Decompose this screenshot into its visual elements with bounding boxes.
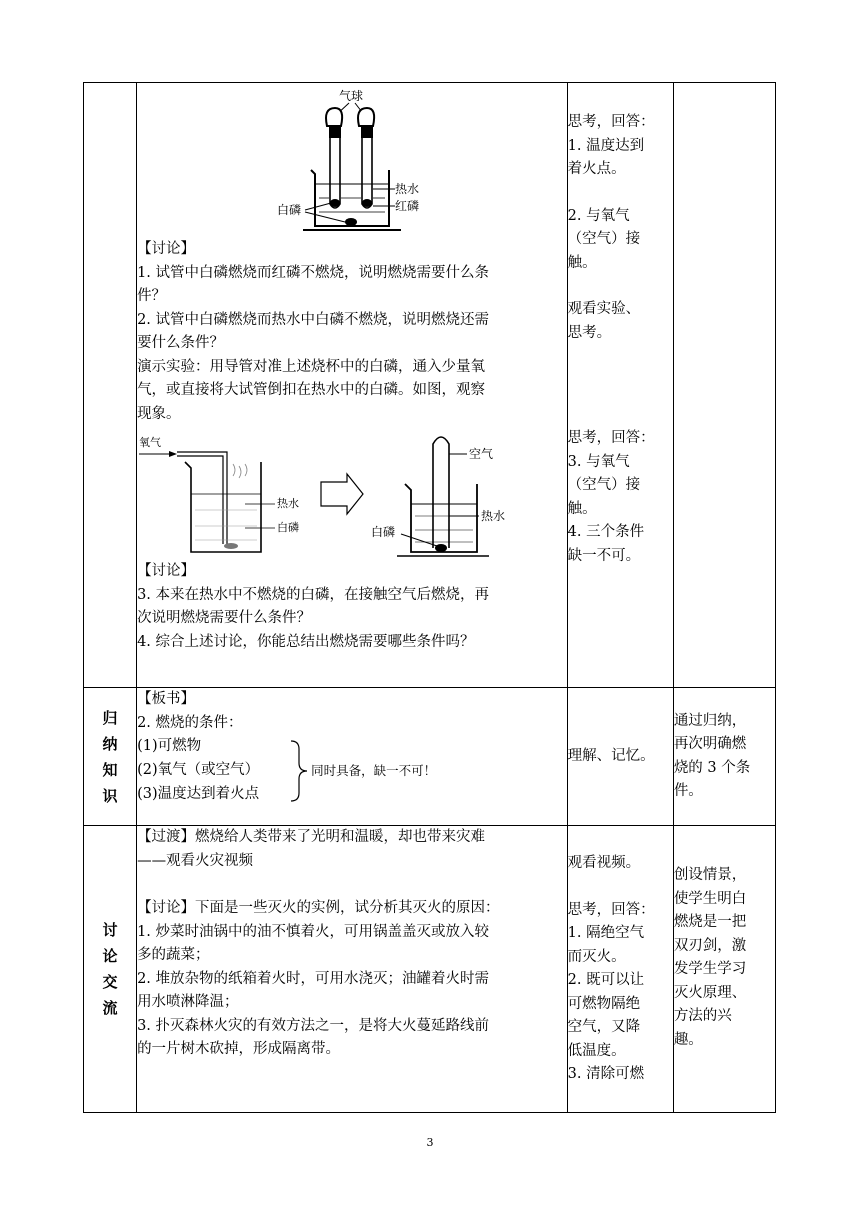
right-arrow-icon (321, 474, 363, 514)
question-4: 4. 综合上述讨论，你能总结出燃烧需要哪些条件吗？ (137, 633, 475, 650)
student-activity-cell (567, 688, 673, 826)
student-line: 低温度。 (567, 1042, 626, 1059)
intent-line: 灭火原理、 (673, 984, 747, 1001)
condition-2: (2)氧气（或空气） (137, 762, 260, 778)
white-phosphorus-label-2: 白磷 (277, 521, 300, 534)
stage-cell-empty (84, 83, 137, 688)
student-answer: 3. 与氧气 (567, 453, 630, 470)
white-phosphorus-label: 白磷 (277, 203, 302, 217)
lesson-table (83, 82, 776, 1113)
student-answer: 触。 (567, 254, 597, 271)
row-discussion (84, 826, 776, 1113)
student-activity-cell (567, 83, 673, 688)
board-notes-cell (137, 688, 568, 826)
student-answer: （空气）接 (567, 477, 641, 493)
demo-line1: 演示实验：用导管对准上述烧杯中的白磷，通入少量氧 (137, 358, 486, 375)
question-3-line2: 次说明燃烧需要什么条件？ (137, 610, 312, 626)
example-2-line2: 用水喷淋降温； (137, 994, 239, 1010)
question-2-line2: 要什么条件？ (137, 335, 225, 351)
intent-line: 趣。 (673, 1031, 703, 1048)
student-answer: 缺一不可。 (567, 547, 641, 564)
question-2-line1: 2. 试管中白磷燃烧而热水中白磷不燃烧，说明燃烧还需 (137, 311, 490, 328)
student-summary: 理解、记忆。 (567, 747, 655, 764)
student-answer: 思考，回答： (567, 430, 655, 446)
student-line: 而灭火。 (567, 948, 626, 965)
student-line: 3. 清除可燃 (567, 1066, 645, 1082)
row-experiment (84, 83, 776, 688)
white-phosphorus-label-3: 白磷 (371, 525, 396, 539)
conditions-list (137, 735, 567, 807)
discuss-heading-2: 【讨论】 (137, 563, 196, 579)
brace-note: 同时具备，缺一不可！ (311, 763, 437, 778)
test-tube-diagram (277, 86, 437, 236)
student-answer: 4. 三个条件 (567, 524, 645, 540)
student-line: 空气，又降 (567, 1019, 641, 1035)
condition-3: (3)温度达到着火点 (137, 786, 260, 802)
curly-brace-icon (289, 739, 309, 803)
demo-line3: 现象。 (137, 405, 181, 422)
student-line: 观看视频。 (567, 855, 641, 871)
intent-line: 烧的 3 个条 (673, 759, 751, 776)
hot-water-label: 热水 (395, 182, 420, 196)
intent-line: 双刃剑，激 (673, 937, 747, 954)
intent-line: 使学生明白 (673, 890, 747, 907)
question-1-line1: 1. 试管中白磷燃烧而红磷不燃烧，说明燃烧需要什么条 (137, 264, 490, 281)
transition-line1: 【过渡】燃烧给人类带来了光明和温暖，却也带来灾难 (137, 829, 486, 845)
student-answer: 思考。 (567, 324, 612, 341)
hot-water-label-2: 热水 (277, 497, 300, 510)
row-summary (84, 688, 776, 826)
demo-line2: 气，或直接将大试管倒扣在热水中的白磷。如图，观察 (137, 382, 486, 398)
example-1-line2: 多的蔬菜； (137, 947, 210, 963)
condition-1: (1)可燃物 (137, 738, 202, 754)
intent-line: 发学生学习 (673, 961, 747, 977)
intent-line: 件。 (673, 783, 703, 799)
student-line: 可燃物隔绝 (567, 995, 641, 1012)
student-line: 思考，回答： (567, 901, 655, 918)
teacher-activity-cell (137, 826, 568, 1113)
student-answer: 2. 与氧气 (567, 207, 630, 224)
design-intent-cell (673, 826, 775, 1113)
example-3-line1: 3. 扑灭森林火灾的有效方法之一，是将大火蔓延路线前 (137, 1017, 490, 1034)
student-answer: （空气）接 (567, 231, 641, 247)
intent-line: 方法的兴 (673, 1008, 732, 1024)
discuss-heading-1: 【讨论】 (137, 241, 196, 257)
question-3-line1: 3. 本来在热水中不燃烧的白磷，在接触空气后燃烧，再 (137, 586, 490, 603)
example-2-line1: 2. 堆放杂物的纸箱着火时，可用水浇灭；油罐着火时需 (137, 970, 490, 987)
intent-line: 创设情景， (673, 867, 747, 883)
design-intent-cell (673, 688, 775, 826)
air-label: 空气 (469, 447, 494, 461)
student-line: 2. 既可以让 (567, 972, 645, 988)
student-answer: 1. 温度达到 (567, 137, 645, 154)
oxygen-experiment-diagram (139, 432, 519, 560)
example-1-line1: 1. 炒菜时油锅中的油不慎着火，可用锅盖盖灭或放入较 (137, 923, 490, 940)
intent-line: 通过归纳， (673, 712, 747, 729)
teacher-activity-cell (137, 83, 568, 688)
student-answer: 着火点。 (567, 161, 626, 177)
red-phosphorus-label: 红磷 (395, 199, 420, 213)
student-answer: 触。 (567, 500, 597, 517)
intent-line: 燃烧是一把 (673, 914, 747, 930)
intent-cell-empty (673, 83, 775, 688)
student-answer: 思考，回答： (567, 114, 655, 130)
transition-line2: ——观看火灾视频 (137, 852, 254, 869)
intent-line: 再次明确燃 (673, 736, 747, 752)
hot-water-label-3: 热水 (481, 509, 506, 523)
stage-label-summary: 归 纳 知 识 (84, 688, 137, 826)
board-heading: 【板书】 (137, 691, 196, 707)
stage-label-discussion: 讨 论 交 流 (84, 826, 137, 1113)
conditions-title: 2. 燃烧的条件： (137, 714, 243, 731)
example-3-line2: 的一片树木砍掉，形成隔离带。 (137, 1041, 341, 1057)
student-answer: 观看实验、 (567, 301, 641, 317)
student-activity-cell (567, 826, 673, 1113)
page-number: 3 (426, 1136, 434, 1149)
question-1-line2: 件？ (137, 288, 167, 304)
student-line: 1. 隔绝空气 (567, 925, 645, 941)
discuss-line: 【讨论】下面是一些灭火的实例，试分析其灭火的原因： (137, 900, 500, 916)
oxygen-label: 氧气 (139, 436, 162, 449)
balloon-label: 气球 (339, 89, 364, 103)
